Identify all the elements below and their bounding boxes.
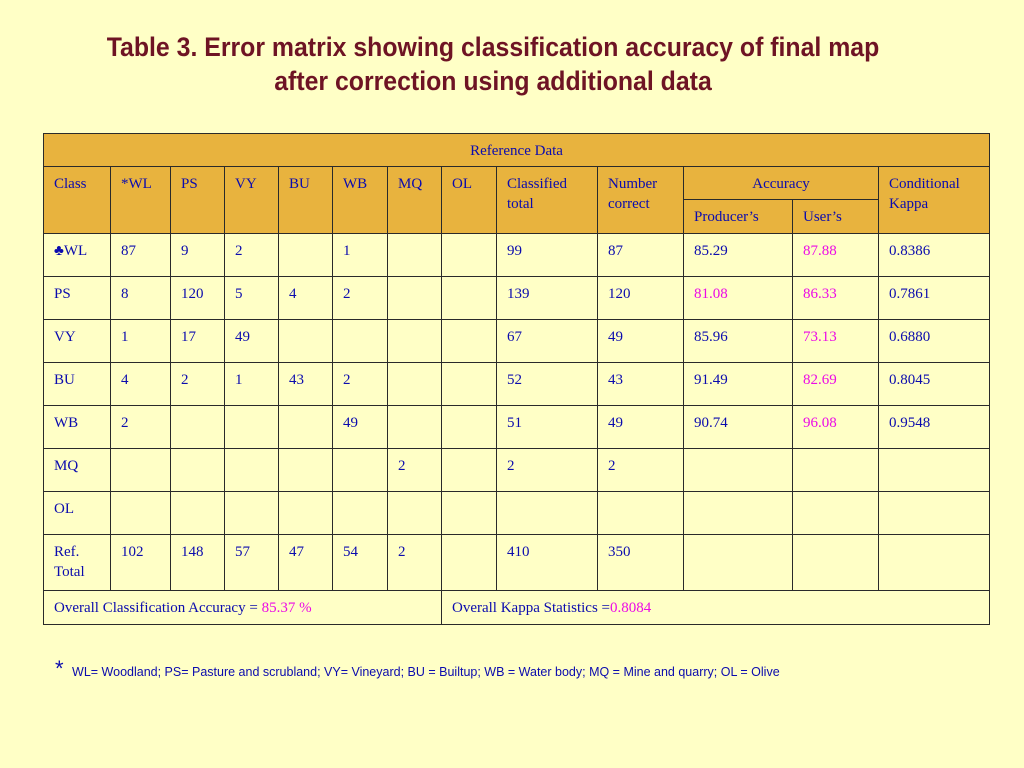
title-line-1: Table 3. Error matrix showing classification accuracy of final map: [106, 32, 880, 62]
total-class: Ref. Total: [44, 535, 111, 591]
cell-ol: [442, 406, 497, 449]
cell-ps: [171, 492, 225, 535]
cell-bu: 4: [279, 277, 333, 320]
cell-class: OL: [44, 492, 111, 535]
error-matrix-table: [43, 133, 990, 625]
cell-classified-total: 99: [497, 234, 598, 277]
cell-users-accuracy: 87.88: [793, 234, 879, 277]
cell-users-accuracy: 96.08: [793, 406, 879, 449]
cell-bu: 43: [279, 363, 333, 406]
header-accuracy: Accuracy: [684, 167, 879, 200]
cell-class: PS: [44, 277, 111, 320]
cell-users-accuracy: [793, 449, 879, 492]
overall-kappa-value: 0.8084: [610, 600, 652, 616]
total-mq: 2: [388, 535, 442, 591]
cell-producers-accuracy: 81.08: [684, 277, 793, 320]
cell-producers-accuracy: 90.74: [684, 406, 793, 449]
cell-users-accuracy: 86.33: [793, 277, 879, 320]
cell-number-correct: 43: [598, 363, 684, 406]
cell-class: MQ: [44, 449, 111, 492]
cell-ol: [442, 234, 497, 277]
cell-conditional-kappa: 0.6880: [879, 320, 990, 363]
header-wb: WB: [333, 167, 388, 234]
cell-wl: 4: [111, 363, 171, 406]
header-mq: MQ: [388, 167, 442, 234]
overall-accuracy-value: 85.37 %: [261, 600, 312, 616]
ref-total-row: [44, 535, 990, 591]
total-bu: 47: [279, 535, 333, 591]
cell-wl: 1: [111, 320, 171, 363]
total-producers-accuracy: [684, 535, 793, 591]
cell-ol: [442, 277, 497, 320]
overall-accuracy-label: Overall Classification Accuracy =: [54, 600, 262, 616]
cell-vy: 5: [225, 277, 279, 320]
cell-conditional-kappa: 0.9548: [879, 406, 990, 449]
table-row: [44, 406, 990, 449]
table-row: [44, 449, 990, 492]
cell-producers-accuracy: 85.96: [684, 320, 793, 363]
cell-wl: 2: [111, 406, 171, 449]
cell-ps: [171, 406, 225, 449]
cell-wl: [111, 492, 171, 535]
cell-number-correct: 87: [598, 234, 684, 277]
header-conditional-kappa: Conditional Kappa: [879, 167, 990, 234]
table-row: [44, 492, 990, 535]
cell-conditional-kappa: 0.8386: [879, 234, 990, 277]
cell-bu: [279, 320, 333, 363]
cell-ol: [442, 363, 497, 406]
cell-number-correct: [598, 492, 684, 535]
cell-wb: [333, 492, 388, 535]
header-vy: VY: [225, 167, 279, 234]
total-ol: [442, 535, 497, 591]
cell-mq: [388, 406, 442, 449]
cell-conditional-kappa: 0.7861: [879, 277, 990, 320]
page-title: [39, 30, 946, 98]
table-row: [44, 320, 990, 363]
cell-vy: [225, 492, 279, 535]
cell-ps: 120: [171, 277, 225, 320]
cell-mq: [388, 363, 442, 406]
cell-vy: 1: [225, 363, 279, 406]
total-number-correct: 350: [598, 535, 684, 591]
overall-accuracy-cell: [44, 591, 442, 625]
cell-ps: 17: [171, 320, 225, 363]
header-ol: OL: [442, 167, 497, 234]
cell-producers-accuracy: [684, 492, 793, 535]
table-row: [44, 234, 990, 277]
cell-number-correct: 120: [598, 277, 684, 320]
overall-kappa-cell: [442, 591, 990, 625]
cell-producers-accuracy: 91.49: [684, 363, 793, 406]
footnote-text: WL= Woodland; PS= Pasture and scrubland; VY= Vineyard; BU = Builtup; WB = Water body; MQ = Mine and quarry; OL = Olive: [72, 665, 780, 679]
header-users-accuracy: User’s: [793, 200, 879, 234]
cell-class: WB: [44, 406, 111, 449]
cell-classified-total: 139: [497, 277, 598, 320]
total-wb: 54: [333, 535, 388, 591]
total-ps: 148: [171, 535, 225, 591]
cell-wl: [111, 449, 171, 492]
cell-ps: 2: [171, 363, 225, 406]
cell-mq: [388, 277, 442, 320]
table-row: [44, 277, 990, 320]
cell-users-accuracy: 73.13: [793, 320, 879, 363]
cell-classified-total: [497, 492, 598, 535]
cell-vy: 49: [225, 320, 279, 363]
title-line-2: after correction using additional data: [274, 66, 712, 96]
cell-bu: [279, 449, 333, 492]
cell-producers-accuracy: [684, 449, 793, 492]
header-producers-accuracy: Producer’s: [684, 200, 793, 234]
overall-statistics-row: [44, 591, 990, 625]
cell-class: ♣WL: [44, 234, 111, 277]
cell-number-correct: 2: [598, 449, 684, 492]
cell-mq: [388, 320, 442, 363]
cell-vy: 2: [225, 234, 279, 277]
cell-wb: 2: [333, 277, 388, 320]
header-class: Class: [44, 167, 111, 234]
cell-wl: 8: [111, 277, 171, 320]
cell-users-accuracy: [793, 492, 879, 535]
cell-bu: [279, 492, 333, 535]
cell-producers-accuracy: 85.29: [684, 234, 793, 277]
cell-wb: [333, 320, 388, 363]
cell-classified-total: 2: [497, 449, 598, 492]
cell-ps: [171, 449, 225, 492]
cell-number-correct: 49: [598, 320, 684, 363]
header-number-correct: Number correct: [598, 167, 684, 234]
cell-conditional-kappa: [879, 449, 990, 492]
reference-data-row: [44, 134, 990, 167]
total-conditional-kappa: [879, 535, 990, 591]
reference-data-header: Reference Data: [44, 134, 990, 167]
cell-vy: [225, 406, 279, 449]
total-classified-total: 410: [497, 535, 598, 591]
header-row: [44, 167, 990, 200]
cell-class: BU: [44, 363, 111, 406]
cell-bu: [279, 406, 333, 449]
total-wl: 102: [111, 535, 171, 591]
overall-kappa-label: Overall Kappa Statistics =: [452, 600, 611, 616]
cell-mq: 2: [388, 449, 442, 492]
header-ps: PS: [171, 167, 225, 234]
cell-class: VY: [44, 320, 111, 363]
cell-mq: [388, 492, 442, 535]
cell-conditional-kappa: 0.8045: [879, 363, 990, 406]
cell-ol: [442, 449, 497, 492]
cell-classified-total: 52: [497, 363, 598, 406]
table-row: [44, 363, 990, 406]
cell-vy: [225, 449, 279, 492]
header-bu: BU: [279, 167, 333, 234]
total-users-accuracy: [793, 535, 879, 591]
cell-ol: [442, 320, 497, 363]
cell-conditional-kappa: [879, 492, 990, 535]
cell-classified-total: 51: [497, 406, 598, 449]
cell-bu: [279, 234, 333, 277]
cell-wb: 2: [333, 363, 388, 406]
cell-mq: [388, 234, 442, 277]
cell-ps: 9: [171, 234, 225, 277]
cell-wl: 87: [111, 234, 171, 277]
cell-wb: 49: [333, 406, 388, 449]
header-classified-total: Classified total: [497, 167, 598, 234]
cell-classified-total: 67: [497, 320, 598, 363]
footnote-marker: *: [55, 656, 64, 681]
header-wl: *WL: [111, 167, 171, 234]
footnote: [55, 656, 780, 682]
cell-wb: 1: [333, 234, 388, 277]
total-vy: 57: [225, 535, 279, 591]
cell-ol: [442, 492, 497, 535]
cell-wb: [333, 449, 388, 492]
cell-number-correct: 49: [598, 406, 684, 449]
cell-users-accuracy: 82.69: [793, 363, 879, 406]
